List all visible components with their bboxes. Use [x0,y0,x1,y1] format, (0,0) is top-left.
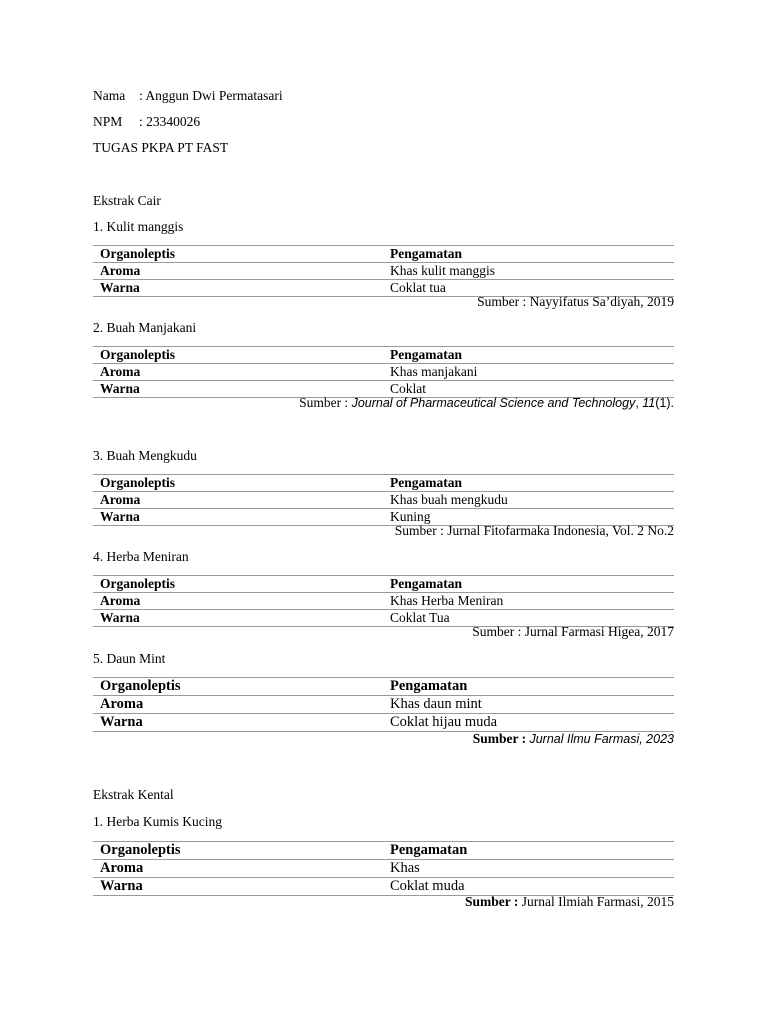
table-header-row [93,245,674,262]
header-pengamatan: Pengamatan [390,475,462,490]
row-value: Khas daun mint [390,696,482,712]
observation-table [93,575,674,627]
header-pengamatan: Pengamatan [390,678,468,694]
observation-table [93,677,674,732]
item-title: 4. Herba Meniran [93,549,189,564]
row-value: Coklat muda [390,878,465,894]
table-row [93,491,674,508]
row-label: Warna [100,381,140,396]
source-citation [299,395,674,411]
section-title-cair: Ekstrak Cair [93,193,161,208]
row-label: Warna [100,610,140,625]
row-label: Aroma [100,696,144,712]
row-label: Aroma [100,263,141,278]
header-pengamatan: Pengamatan [390,842,468,858]
source-prefix: Sumber : [477,294,530,309]
item-title: 1. Kulit manggis [93,219,184,234]
source-prefix: Sumber : [394,523,448,538]
table-header-row [93,841,674,859]
row-label: Aroma [100,860,144,876]
source-text: Jurnal Farmasi Higea, 2017 [524,624,674,639]
nama-value: : Anggun Dwi Permatasari [139,88,283,103]
observation-table [93,474,674,526]
item-title: 2. Buah Manjakani [93,320,197,335]
row-label: Aroma [100,593,141,608]
table-row [93,262,674,279]
source-citation [473,731,674,747]
source-prefix: Sumber : [465,894,522,909]
row-value: Coklat hijau muda [390,714,498,730]
source-citation [477,294,674,310]
observation-table [93,841,674,896]
header-pengamatan: Pengamatan [390,246,462,261]
row-value: Khas manjakani [390,364,478,379]
source-prefix: Sumber : [472,731,530,746]
row-label: Warna [100,280,140,295]
header-organoleptis: Organoleptis [100,246,176,261]
header-organoleptis: Organoleptis [100,347,176,362]
table-header-row [93,346,674,363]
section-title-kental: Ekstrak Kental [93,787,174,802]
header-organoleptis: Organoleptis [100,475,176,490]
source-text: Jurnal Fitofarmaka Indonesia, Vol. 2 No.2 [447,523,674,538]
row-value: Coklat tua [390,280,446,295]
row-value: Khas Herba Meniran [390,593,504,608]
source-citation [472,624,674,640]
observation-table [93,245,674,297]
table-header-row [93,575,674,592]
source-citation [395,523,674,539]
table-header-row [93,474,674,491]
row-value: Coklat Tua [390,610,450,625]
row-value: Khas kulit manggis [390,263,495,278]
nama-label: Nama [93,88,126,103]
item-title: 5. Daun Mint [93,651,166,666]
row-value: Kuning [390,509,431,524]
row-label: Warna [100,714,143,730]
document-title: TUGAS PKPA PT FAST [93,140,229,155]
header-pengamatan: Pengamatan [390,347,462,362]
source-journal: Jurnal Ilmu Farmasi, 2023 [529,732,674,746]
table-header-row [93,677,674,695]
nama-line [93,88,283,104]
item-title: 3. Buah Mengkudu [93,448,197,463]
source-prefix: Sumber : [299,395,352,410]
source-volume: 11 [642,396,656,410]
row-label: Warna [100,878,143,894]
header-organoleptis: Organoleptis [100,842,181,858]
source-separator: , [635,396,643,410]
npm-line [93,114,200,130]
source-issue: (1). [655,396,674,410]
row-label: Aroma [100,492,141,507]
source-prefix: Sumber : [472,624,525,639]
row-label: Aroma [100,364,141,379]
observation-table [93,346,674,398]
npm-label: NPM [93,114,123,129]
header-pengamatan: Pengamatan [390,576,462,591]
header-organoleptis: Organoleptis [100,678,181,694]
header-organoleptis: Organoleptis [100,576,176,591]
row-value: Coklat [390,381,426,396]
row-value: Khas [390,860,420,876]
table-row [93,363,674,380]
table-row [93,713,674,732]
row-label: Warna [100,509,140,524]
table-row [93,695,674,713]
source-text: Jurnal Ilmiah Farmasi, 2015 [521,894,674,909]
table-row [93,592,674,609]
source-journal: Journal of Pharmaceutical Science and Technology [351,396,636,410]
npm-value: : 23340026 [139,114,201,129]
item-title: 1. Herba Kumis Kucing [93,814,222,829]
source-text: Nayyifatus Sa’diyah, 2019 [529,294,674,309]
row-value: Khas buah mengkudu [390,492,508,507]
source-citation [465,894,674,910]
table-row [93,859,674,877]
